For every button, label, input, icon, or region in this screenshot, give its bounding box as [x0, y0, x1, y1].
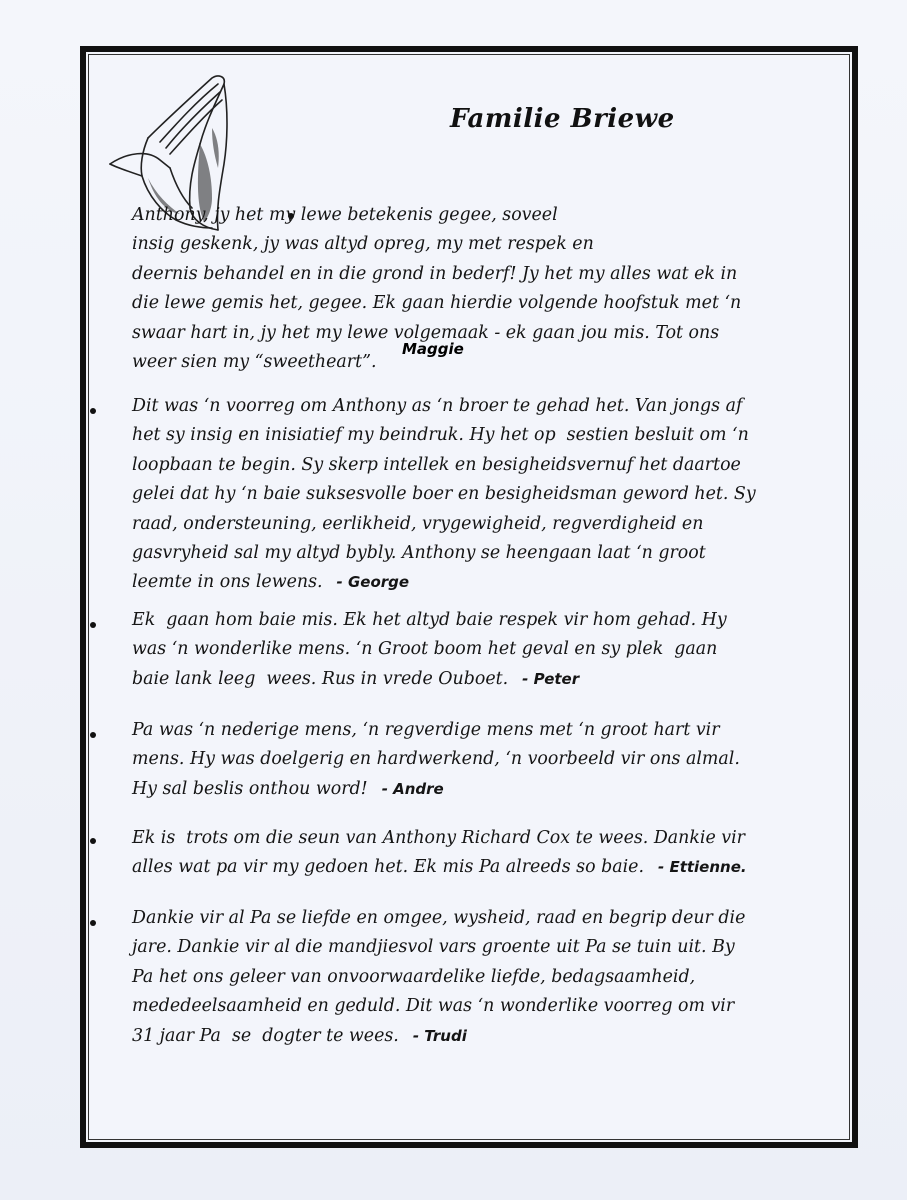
letter-text: Ek gaan hom baie mis. Ek het altyd baie respek vir hom gehad. Hy was ‘n wonderlike mens. ‘n Groot boom het geval en sy plek gaan baie lank leeg wees. Rus in vrede Ouboet. [132, 610, 727, 689]
letter-entry-andre [132, 716, 844, 804]
letter-text: Dankie vir al Pa se liefde en omgee, wysheid, raad en begrip deur die jare. Dankie vir al die mandjiesvol vars groente uit Pa se tuin uit. By Pa het ons geleer van onvoorwaardelike liefde, bedagsaamheid, mededeelsaamheid en geduld. Dit was ‘n wonderlike voorreg om vir 31 jaar Pa se dogter te wees. [132, 908, 746, 1046]
letter-entry-maggie [132, 201, 844, 377]
bullet-marker [90, 622, 96, 628]
page-title: Familie Briewe [450, 104, 675, 134]
letter-signature: - George [336, 573, 410, 592]
letter-signature: - Ettienne. [658, 858, 747, 877]
letter-text: Pa was ‘n nederige mens, ‘n regverdige mens met ‘n groot hart vir mens. Hy was doelgerig en hardwerkend, ‘n voorbeeld vir ons almal. Hy sal beslis onthou word! [132, 720, 740, 799]
letter-entry-ettienne [132, 824, 844, 883]
letter-text: Anthony, jy het my lewe betekenis gegee, soveel insig geskenk, jy was altyd opreg, my met respek en deernis behandel en in die grond in bederf! Jy het my alles wat ek in die lewe gemis het, gegee. Ek gaan hierdie volgende hoofstuk met ‘n swaar hart in, jy het my lewe volgemaak - ek gaan jou mis. Tot ons weer sien my “sweetheart”. [132, 205, 742, 373]
bullet-marker [90, 408, 96, 414]
letter-signature: - Andre [381, 779, 444, 798]
letter-text: Dit was ‘n voorreg om Anthony as ‘n broer te gehad het. Van jongs af het sy insig en inisiatief my beindruk. Hy het op sestien besluit om ‘n loopbaan te begin. Sy skerp intellek en besigheidsvernuf het daartoe gelei dat hy ‘n baie suksesvolle boer en besigheidsman geword het. Sy raad, ondersteuning, eerlikheid, vrygewigheid, regverdigheid en gasvryheid sal my altyd bybly. Anthony se heengaan laat ‘n groot leemte in ons lewens. [132, 396, 756, 593]
letter-entry-george [132, 392, 844, 598]
bullet-marker [90, 920, 96, 926]
bullet-marker [90, 732, 96, 738]
letter-entry-trudi [132, 904, 844, 1051]
letter-entry-peter [132, 606, 844, 694]
letter-signature: Maggie [402, 340, 464, 358]
letter-text: Ek is trots om die seun van Anthony Richard Cox te wees. Dankie vir alles wat pa vir my gedoen het. Ek mis Pa alreeds so baie. [132, 828, 745, 878]
bullet-marker [90, 838, 96, 844]
letter-signature: - Trudi [412, 1026, 467, 1045]
letter-signature: - Peter [522, 669, 580, 688]
